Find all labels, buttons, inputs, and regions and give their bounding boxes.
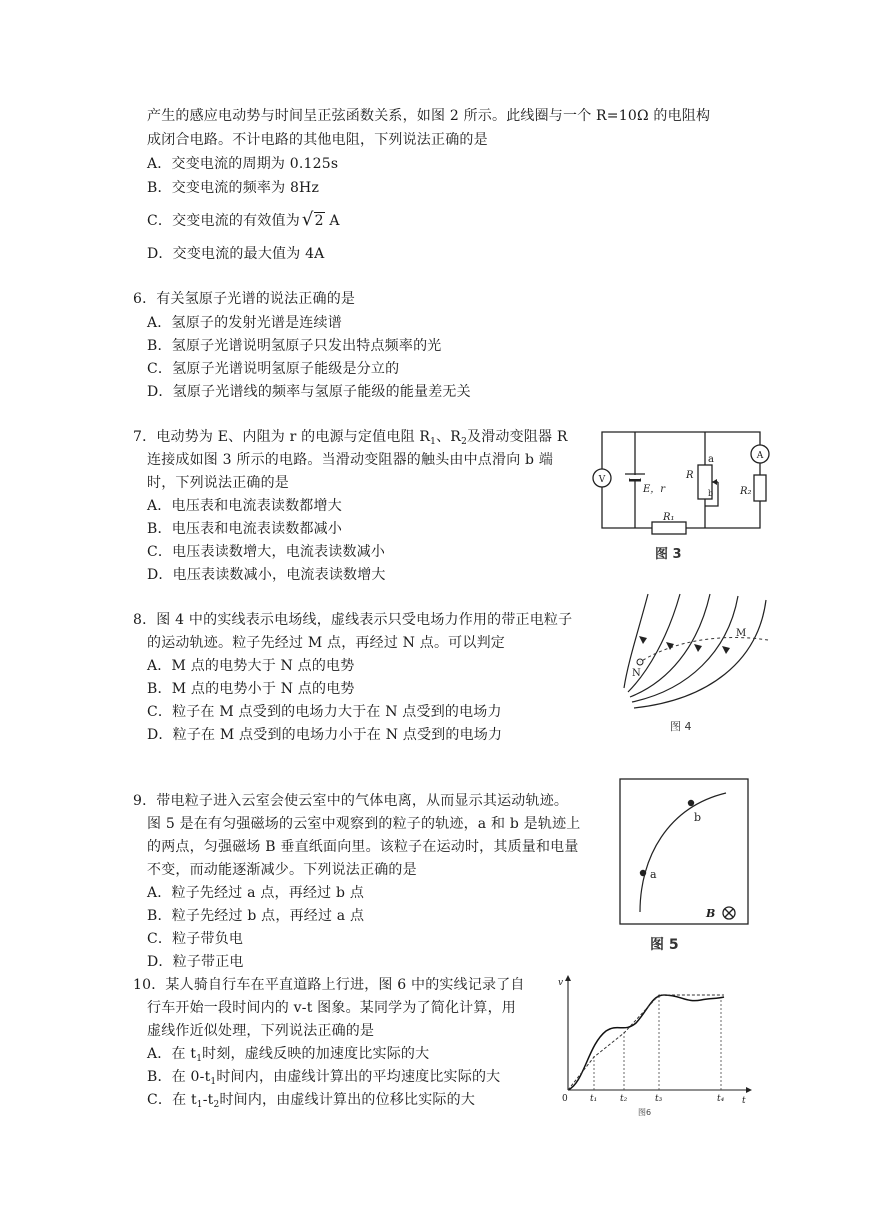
q9-option-b: B．粒子先经过 b 点，再经过 a 点 xyxy=(147,908,365,924)
t4-label: t₄ xyxy=(717,1094,725,1104)
v-axis-arrow-icon xyxy=(565,975,571,981)
q8-option-a: A．M 点的电势大于 N 点的电势 xyxy=(147,658,355,674)
terminal-a-label: a xyxy=(708,454,714,465)
q8-option-d: D．粒子在 M 点受到的电场力小于在 N 点受到的电场力 xyxy=(147,727,503,743)
q10-stem-line-3: 虚线作近似处理，下列说法正确的是 xyxy=(147,1023,375,1039)
q7-stem-line-3: 时，下列说法正确的是 xyxy=(147,475,289,491)
point-b xyxy=(688,800,694,806)
q7-sub-2: 2 xyxy=(461,437,467,447)
circuit-outline xyxy=(602,432,760,528)
source-label: E，r xyxy=(643,484,666,495)
q10-option-a xyxy=(147,1045,429,1068)
q8-stem-line-1: 8．图 4 中的实线表示电场线，虚线表示只受电场力作用的带正电粒子 xyxy=(133,612,573,628)
r2-label: R₂ xyxy=(740,486,752,497)
t2-label: t₂ xyxy=(620,1094,628,1104)
q10-option-b xyxy=(147,1068,500,1091)
q10-option-c-part: 时间内，由虚线计算出的位移比实际的大 xyxy=(219,1092,476,1108)
figure-6-caption: 图6 xyxy=(638,1108,652,1117)
sqrt-radicand: 2 xyxy=(314,213,324,229)
intro-option-a: A．交变电流的周期为 0.125s xyxy=(147,156,339,172)
t-axis-arrow-icon xyxy=(746,1087,752,1093)
resistor-r2 xyxy=(754,475,766,501)
q6-option-b: B．氢原子光谱说明氢原子只发出特点频率的光 xyxy=(147,338,442,354)
point-a xyxy=(640,870,646,876)
q6-stem: 6．有关氢原子光谱的说法正确的是 xyxy=(133,291,356,307)
q7-stem-line-1 xyxy=(133,428,568,451)
q10-option-b-part: B．在 0-t xyxy=(147,1069,211,1085)
q10-stem-line-2: 行车开始一段时间内的 v-t 图象。某同学为了简化计算，用 xyxy=(147,1000,516,1016)
q10-option-c xyxy=(147,1091,475,1114)
label-m: M xyxy=(736,628,747,639)
q7-option-a: A．电压表和电流表读数都增大 xyxy=(147,498,342,514)
q10-option-c-part: -t xyxy=(202,1092,214,1108)
slider-arrow-icon xyxy=(712,479,717,485)
approx-curve xyxy=(568,995,724,1090)
origin-label: 0 xyxy=(562,1094,568,1104)
r1-label: R₁ xyxy=(663,512,675,523)
q10-sub-1: 1 xyxy=(210,1077,217,1087)
figure-3-circuit xyxy=(580,420,780,570)
figure-6-vt-graph xyxy=(556,975,756,1120)
figure-5-cloud-chamber xyxy=(618,777,753,962)
q7-stem-part: 7．电动势为 E、内阻为 r 的电源与定值电阻 R xyxy=(133,429,431,445)
q9-stem-line-4: 不变，而动能逐渐减少。下列说法正确的是 xyxy=(147,862,417,878)
intro-option-c xyxy=(147,211,340,230)
arrow-icon xyxy=(639,636,647,644)
q7-sub-1: 1 xyxy=(430,437,437,447)
t3-label: t₃ xyxy=(655,1094,663,1104)
q8-stem-line-2: 的运动轨迹。粒子先经过 M 点，再经过 N 点。可以判定 xyxy=(147,635,505,651)
sqrt-symbol: √2 xyxy=(301,209,324,230)
q7-option-b: B．电压表和电流表读数都减小 xyxy=(147,521,343,537)
q7-option-c: C．电压表读数增大，电流表读数减小 xyxy=(147,544,386,560)
label-field: B xyxy=(706,907,716,920)
intro-option-d: D．交变电流的最大值为 4A xyxy=(147,246,325,262)
rheostat-label: R xyxy=(686,470,694,481)
t-label: t xyxy=(742,1096,746,1106)
q9-option-a: A．粒子先经过 a 点，再经过 b 点 xyxy=(147,885,365,901)
resistor-r1 xyxy=(652,522,686,534)
intro-option-b: B．交变电流的频率为 8Hz xyxy=(147,180,320,196)
figure-4-field-lines xyxy=(618,592,778,737)
q10-option-a-part: A．在 t xyxy=(147,1046,197,1062)
voltmeter-label: V xyxy=(598,475,606,485)
label-n: N xyxy=(632,668,641,679)
arrow-icon xyxy=(694,644,702,652)
trajectory-curve xyxy=(640,638,768,662)
q10-option-c-part: C．在 t xyxy=(147,1092,197,1108)
t1-label: t₁ xyxy=(590,1094,598,1104)
q9-stem-line-2: 图 5 是在有匀强磁场的云室中观察到的粒子的轨迹，a 和 b 是轨迹上 xyxy=(147,816,581,832)
arrow-icon xyxy=(722,646,730,654)
q7-stem-part: 及滑动变阻器 R xyxy=(467,429,568,445)
label-a: a xyxy=(650,868,657,881)
q7-option-d: D．电压表读数减小，电流表读数增大 xyxy=(147,567,386,583)
intro-option-c-unit: A xyxy=(324,213,340,229)
figure-4-caption: 图 4 xyxy=(670,720,692,733)
q10-stem-line-1: 10．某人骑自行车在平直道路上行进，图 6 中的实线记录了自 xyxy=(133,977,525,993)
q10-option-b-part: 时间内，由虚线计算出的平均速度比实际的大 xyxy=(216,1069,501,1085)
figure-5-caption: 图 5 xyxy=(650,937,679,953)
v-label: v xyxy=(558,978,564,988)
intro-line-2: 成闭合电路。不计电路的其他电阻，下列说法正确的是 xyxy=(147,132,488,148)
q7-stem-part: 、R xyxy=(436,429,462,445)
ammeter-label: A xyxy=(756,451,764,461)
label-b: b xyxy=(694,811,702,824)
q8-option-b: B．M 点的电势小于 N 点的电势 xyxy=(147,681,355,697)
intro-line-1: 产生的感应电动势与时间呈正弦函数关系，如图 2 所示。此线圈与一个 R=10Ω 的电阻构 xyxy=(147,108,711,124)
q6-option-d: D．氢原子光谱线的频率与氢原子能级的能量差无关 xyxy=(147,384,471,400)
q9-stem-line-3: 的两点，匀强磁场 B 垂直纸面向里。该粒子在运动时，其质量和电量 xyxy=(147,839,579,855)
field-line xyxy=(632,596,738,702)
q10-sub-2: 2 xyxy=(213,1100,220,1110)
q10-option-a-part: 时刻，虚线反映的加速度比实际的大 xyxy=(202,1046,430,1062)
q6-option-c: C．氢原子光谱说明氢原子能级是分立的 xyxy=(147,361,400,377)
q9-option-d: D．粒子带正电 xyxy=(147,954,244,970)
chamber-frame xyxy=(620,779,748,924)
figure-3-caption: 图 3 xyxy=(655,547,682,562)
q10-sub-1: 1 xyxy=(196,1100,203,1110)
intro-option-c-text: C．交变电流的有效值为 xyxy=(147,213,300,229)
q10-sub-1: 1 xyxy=(196,1054,203,1064)
q9-option-c: C．粒子带负电 xyxy=(147,931,244,947)
q7-stem-line-2: 连接成如图 3 所示的电路。当滑动变阻器的触头由中点滑向 b 端 xyxy=(147,452,554,468)
q6-option-a: A．氢原子的发射光谱是连续谱 xyxy=(147,315,342,331)
q9-stem-line-1: 9．带电粒子进入云室会使云室中的气体电离，从而显示其运动轨迹。 xyxy=(133,793,569,809)
q8-option-c: C．粒子在 M 点受到的电场力大于在 N 点受到的电场力 xyxy=(147,704,502,720)
terminal-b-label: b xyxy=(708,489,714,498)
